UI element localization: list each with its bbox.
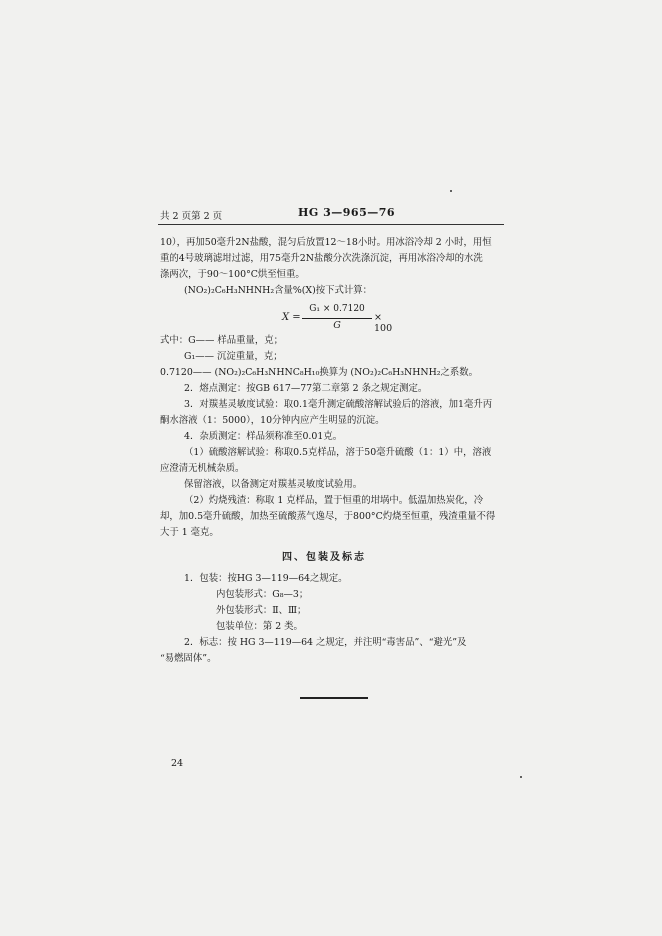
formula-lhs: X = — [282, 312, 301, 323]
section-line: 内包装形式：G₈—3； — [216, 589, 309, 600]
body-line: (NO₂)₂C₆H₃NHNH₂含量%(X)按下式计算： — [184, 285, 372, 296]
section-line: “易燃固体”。 — [160, 653, 217, 664]
content-formula — [282, 304, 402, 334]
body-line: 10），再加50毫升2N盐酸，混匀后放置12～18小时。用冰浴冷却 2 小时，用恒 — [160, 237, 492, 248]
item-line: 酮水溶液（1：5000），10分钟内应产生明显的沉淀。 — [160, 415, 385, 426]
end-rule — [300, 697, 368, 699]
section-line: 1．包装：按HG 3—119—64之规定。 — [184, 573, 348, 584]
page-info: 共 2 页第 2 页 — [160, 211, 223, 222]
definition-line: G₁—— 沉淀重量，克； — [184, 351, 283, 362]
item-line: 2．熔点测定：按GB 617—77第二章第 2 条之规定测定。 — [184, 383, 428, 394]
body-line: 重的4号玻璃滤坩过滤，用75毫升2N盐酸分次洗涤沉淀，再用冰浴冷却的水洗 — [160, 253, 483, 264]
formula-multiplier: × 100 — [374, 312, 393, 334]
definition-line: 式中：G—— 样品重量，克； — [160, 335, 283, 346]
scan-speck — [520, 776, 522, 778]
body-line: 涤两次，于90～100°C烘至恒重。 — [160, 269, 305, 280]
page-number: 24 — [171, 758, 184, 769]
formula-denominator: G — [333, 320, 341, 331]
section-line: 外包装形式：Ⅱ、Ⅲ； — [216, 605, 307, 616]
scan-speck — [450, 190, 452, 192]
section-line: 2．标志：按 HG 3—119—64 之规定，并注明“毒害品”、“避光”及 — [184, 637, 467, 648]
definition-line: 0.7120—— (NO₂)₂C₆H₃NHNC₈H₁₀换算为 (NO₂)₂C₆H₃NHNH₂之系数。 — [160, 367, 479, 378]
section-line: 包装单位：第 2 类。 — [216, 621, 303, 632]
item-line: 保留溶液，以备测定对羰基灵敏度试验用。 — [184, 479, 363, 490]
fraction-bar — [302, 318, 372, 319]
item-line: （1）硫酸溶解试验：称取0.5克样品，溶于50毫升硫酸（1：1）中，溶液 — [184, 447, 492, 458]
formula-numerator: G₁ × 0.7120 — [309, 304, 365, 314]
standard-code: HG 3—965—76 — [298, 206, 396, 219]
item-line: 3．对羰基灵敏度试验：取0.1毫升测定硫酸溶解试验后的溶液，加1毫升丙 — [184, 399, 493, 410]
item-line: 大于 1 毫克。 — [160, 527, 219, 538]
running-header — [160, 206, 502, 222]
item-line: （2）灼烧残渣：称取 1 克样品，置于恒重的坩埚中。低温加热炭化，冷 — [184, 495, 484, 506]
item-line: 却，加0.5毫升硫酸，加热至硫酸蒸气逸尽，于800°C灼烧至恒重，残渣重量不得 — [160, 511, 496, 522]
item-line: 4．杂质测定：样品须称准至0.01克。 — [184, 431, 343, 442]
section-title: 四、包装及标志 — [282, 552, 366, 563]
item-line: 应澄清无机械杂质。 — [160, 463, 245, 474]
header-rule — [158, 224, 504, 225]
